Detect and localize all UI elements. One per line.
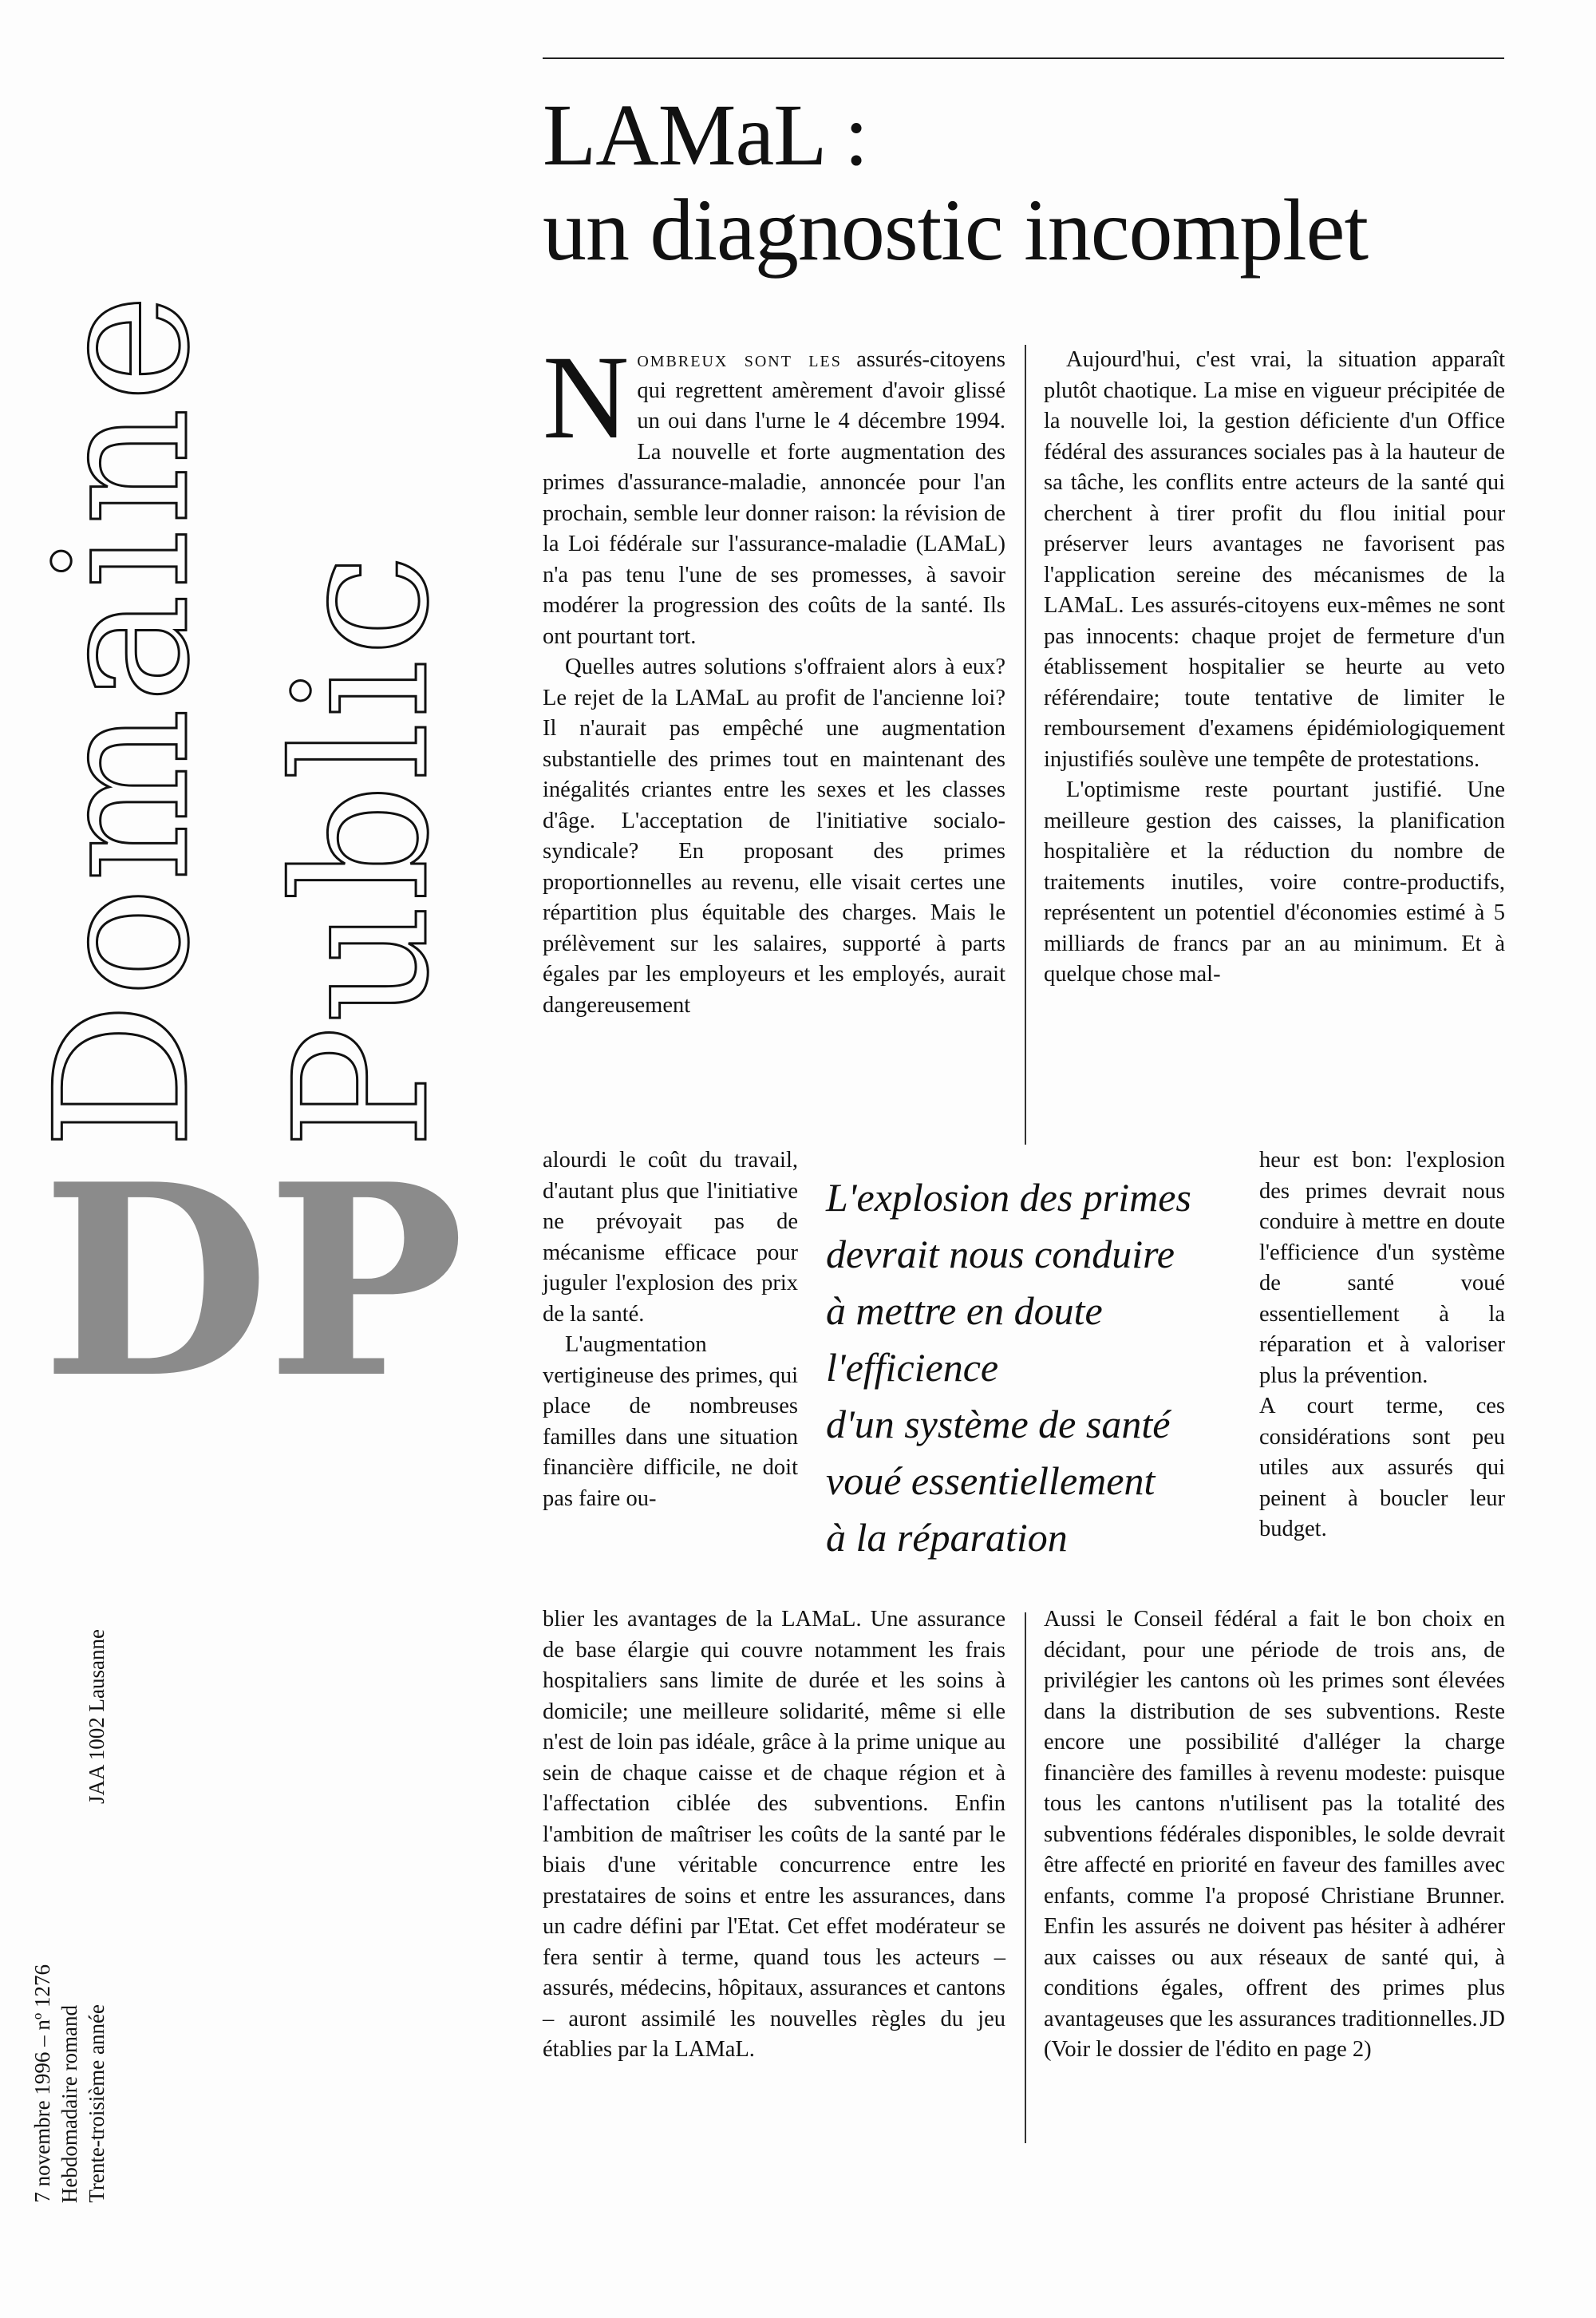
paragraph-2: Quelles autres solutions s'offraient alors à eux? Le rejet de la LAMaL au profit de l'ancienne loi? Il n'aurait pas empêché une augmentation substantielle des primes tout en maintenant des inégalités criantes entre les sexes et les classes d'âge. L'acceptation de l'initiative socialo-syndicale? En proposant des primes proportionnelles au revenu, elle visait certes une répartition plus équitable des charges. Mais le prélèvement sur les salaires, supporté à parts égales par les employeurs et les employés, aurait dangereusement: [543, 655, 1005, 1018]
drop-cap: N: [543, 331, 630, 464]
paragraph-2-continued: alourdi le coût du travail, d'autant plus que l'initiative ne prévoyait pas de mécanisme efficace pour juguler l'explosion des prix de la santé.: [543, 1148, 798, 1327]
masthead-initials: DP: [41, 1126, 462, 1436]
paragraph-3-continued: blier les avantages de la LAMaL. Une assurance de base élargie qui couvre notamment les frais hospitaliers sans limite de durée et les soins à domicile; une meilleure solidarité, même si elle n'est de loin pas idéale, grâce à la prime unique au sein de chaque caisse et de chaque région et à l'affectation ciblée des subventions. Enfin l'ambition de maîtriser les coûts de la santé par le biais d'une véritable concurrence entre les prestataires de soins et entre les assurances, dans un cadre défini par l'Etat. Cet effet modérateur se fera sentir à terme, quand tous les acteurs – assurés, médecins, hôpitaux, assurances et cantons – auront assimilé les nouvelles règles du jeu établies par la LAMaL.: [543, 1607, 1005, 2062]
column-1-middle: [543, 1145, 798, 1514]
article-title: [543, 88, 1516, 278]
pull-quote-line: à mettre en doute: [826, 1288, 1103, 1333]
column-1-bottom: [543, 1604, 1005, 2066]
top-rule: [543, 57, 1504, 59]
title-line-1: LAMaL :: [543, 86, 868, 184]
publication-info: [32, 1517, 207, 2203]
pull-quote-line: l'efficience: [826, 1345, 999, 1390]
column-1-top: [543, 331, 1006, 1021]
column-2-middle: [1259, 1145, 1505, 1545]
paragraph-5-continued: heur est bon: l'explosion des primes devrait nous conduire à mettre en doute l'efficience d'un système de santé voué essentiellement à la réparation et à valoriser plus la prévention.: [1259, 1148, 1505, 1388]
masthead-domaine: Domaine: [17, 289, 230, 1149]
paragraph-5: L'optimisme reste pourtant justifié. Une meilleure gestion des caisses, la planification hospitalière et la réduction du nombre de traitements inutiles, voire contre-productifs, représentent un potentiel d'économies estimé à 5 milliards de francs par an au minimum. Et à quelque chose mal-: [1044, 777, 1505, 987]
pull-quote-line: L'explosion des primes: [826, 1175, 1191, 1220]
paragraph-3: L'augmentation vertigineuse des primes, qui place de nombreuses familles dans une situation financière difficile, ne doit pas faire ou-: [543, 1332, 798, 1511]
pull-quote-line: à la réparation: [826, 1515, 1068, 1560]
year-line: Trente-troisième année: [85, 2004, 109, 2203]
column-divider: [1025, 345, 1026, 1145]
pull-quote-line: d'un système de santé: [826, 1402, 1171, 1446]
masthead-public: Public: [256, 550, 469, 1149]
paragraph-4: Aujourd'hui, c'est vrai, la situation apparaît plutôt chaotique. La mise en vigueur précipitée de la nouvelle loi, la gestion déficiente d'un Office fédéral des assurances sociales pas à la hauteur de sa tâche, les conflits entre acteurs de la santé qui cherchent à tirer profit du flou initial pour préserver leurs avantages ne favorisent pas l'application sereine des mécanismes de la LAMaL. Les assurés-citoyens eux-mêmes ne sont pas innocents: chaque projet de fermeture d'un établissement hospitalier se heurte au veto référendaire; toute tentative de limiter le remboursement d'examens épidémiologiquement injustifiés soulève une tempête de protestations.: [1044, 347, 1505, 772]
frequency-line: Hebdomadaire romand: [57, 2004, 81, 2203]
pull-quote-line: voué essentiellement: [826, 1458, 1156, 1503]
column-2-top: [1044, 345, 1505, 991]
column-divider: [1025, 1612, 1026, 2143]
pull-quote-line: devrait nous conduire: [826, 1232, 1175, 1276]
footnote: (Voir le dossier de l'édito en page 2): [1044, 2037, 1372, 2062]
paragraph-6-continued: Aussi le Conseil fédéral a fait le bon choix en décidant, pour une période de trois ans, de privilégier les cantons où les primes sont élevées dans la distribution de ses subventions. Reste encore une possibilité d'alléger la charge financière des familles à revenu modeste: puisque tous les cantons n'utilisent pas la totalité des subventions fédérales disponibles, le solde devrait être affecté en priorité en faveur des familles avec enfants, comme l'a proposé Christiane Brunner. Enfin les assurés ne doivent pas hésiter à adhérer aux caisses ou aux réseaux de santé qui, à conditions égales, offrent des primes plus avantageuses que les assurances traditionnelles. JD: [1044, 1604, 1505, 2035]
column-2-bottom: [1044, 1604, 1505, 2066]
postal-line: JAA 1002 Lausanne: [85, 1629, 109, 1804]
signature: JD: [1479, 2006, 1505, 2031]
lead-in: ombreux sont les: [637, 347, 842, 372]
paragraph-6: A court terme, ces considérations sont peu utiles aux assurés qui peinent à boucler leur budget.: [1259, 1394, 1505, 1541]
paragraph-1: Nombreux sont les assurés-citoyens qui regrettent amèrement d'avoir glissé un oui dans l'urne le 4 décembre 1994. La nouvelle et forte augmentation des primes d'assurance-maladie, annoncée pour l'an prochain, semble leur donner raison: la révision de la Loi fédérale sur l'assurance-maladie (LAMaL) n'a pas tenu l'une de ses promesses, à savoir modérer la progression des coûts de la santé. Ils ont pourtant tort.: [543, 331, 1006, 649]
title-line-2: un diagnostic incomplet: [543, 180, 1369, 279]
issue-date-line: 7 novembre 1996 – nº 1276: [30, 1964, 54, 2203]
pull-quote: [826, 1169, 1241, 1566]
